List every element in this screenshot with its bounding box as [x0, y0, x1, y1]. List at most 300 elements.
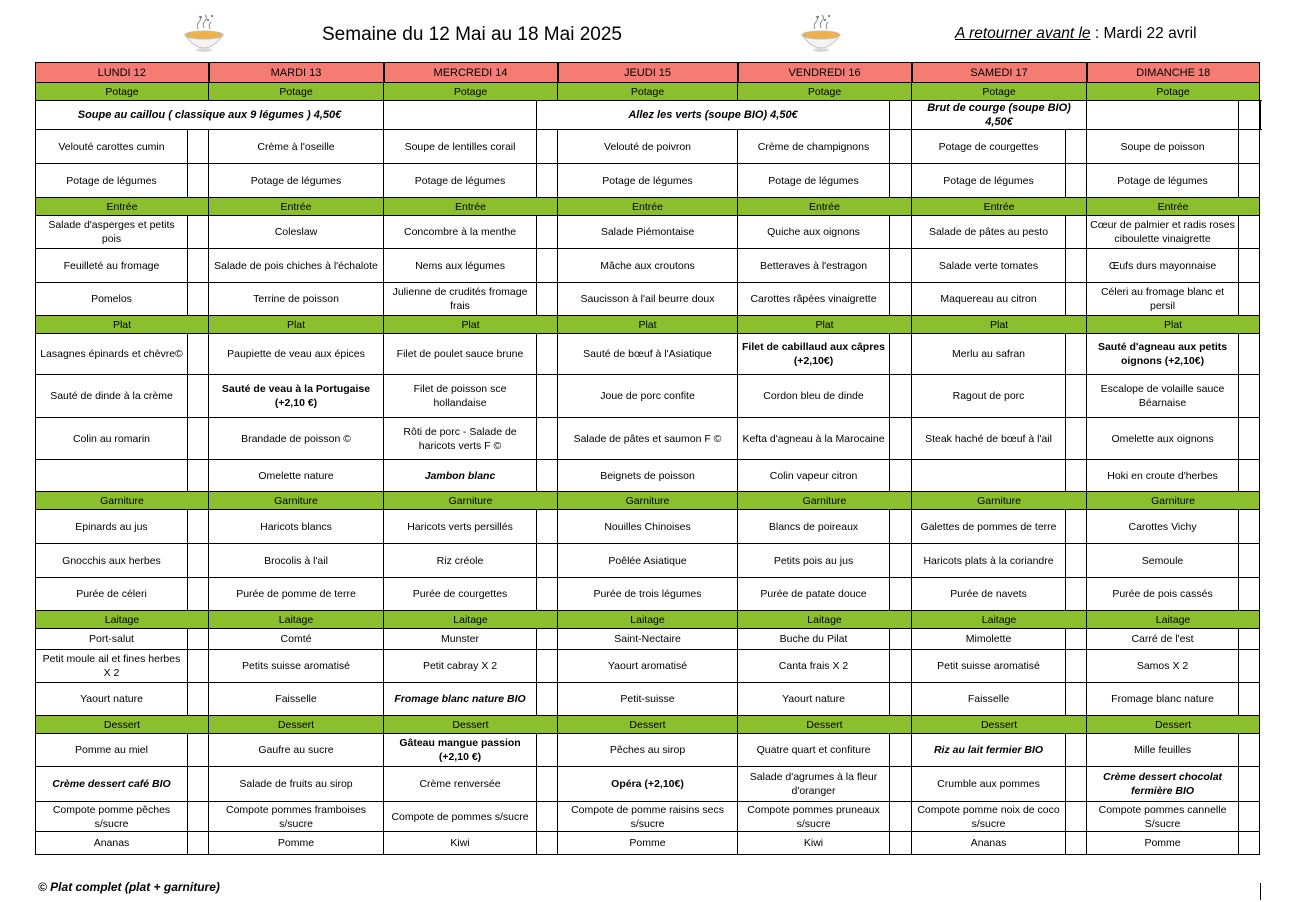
menu-item: [912, 460, 1066, 492]
menu-item: Saucisson à l'ail beurre doux: [558, 283, 738, 316]
menu-row: [36, 683, 1261, 716]
section-header: Entrée: [1087, 198, 1260, 216]
selection-box[interactable]: [537, 283, 558, 316]
selection-box[interactable]: [890, 650, 912, 683]
menu-item: Poêlée Asiatique: [558, 544, 738, 578]
selection-box[interactable]: [537, 629, 558, 650]
menu-item: Pomme: [558, 832, 738, 855]
menu-item: Mâche aux croutons: [558, 249, 738, 283]
menu-item: Velouté carottes cumin: [36, 130, 188, 164]
selection-box[interactable]: [1239, 283, 1260, 316]
menu-item: Cordon bleu de dinde: [738, 375, 890, 418]
selection-box[interactable]: [537, 802, 558, 832]
section-header: Garniture: [384, 492, 558, 510]
menu-item: Yaourt aromatisé: [558, 650, 738, 683]
day-header-row: [36, 63, 1261, 83]
menu-item: Samos X 2: [1087, 650, 1239, 683]
menu-item: Filet de poisson sce hollandaise: [384, 375, 537, 418]
menu-item: Galettes de pommes de terre: [912, 510, 1066, 544]
section-header: Entrée: [384, 198, 558, 216]
selection-box[interactable]: [537, 767, 558, 802]
selection-box[interactable]: [188, 683, 209, 716]
section-header: Plat: [912, 316, 1087, 334]
section-header: Laitage: [912, 611, 1087, 629]
section-header: Plat: [36, 316, 209, 334]
selection-box[interactable]: [890, 832, 912, 855]
menu-item: Purée de céleri: [36, 578, 188, 611]
menu-item: Quatre quart et confiture: [738, 734, 890, 767]
empty-cell: [1239, 101, 1260, 130]
section-header-row: [36, 611, 1261, 629]
selection-box[interactable]: [1066, 283, 1087, 316]
menu-row: [36, 334, 1261, 375]
section-header: Entrée: [558, 198, 738, 216]
selection-box[interactable]: [1066, 578, 1087, 611]
selection-box[interactable]: [1239, 216, 1260, 249]
section-header: Plat: [738, 316, 912, 334]
selection-box[interactable]: [1066, 510, 1087, 544]
menu-row: [36, 629, 1261, 650]
menu-item: Compote pommes cannelle S/sucre: [1087, 802, 1239, 832]
menu-item: Purée de patate douce: [738, 578, 890, 611]
selection-box[interactable]: [1066, 164, 1087, 198]
menu-item: Crème de champignons: [738, 130, 890, 164]
menu-item: Purée de pois cassés: [1087, 578, 1239, 611]
selection-box[interactable]: [1066, 650, 1087, 683]
selection-box[interactable]: [1239, 734, 1260, 767]
menu-row: [36, 283, 1261, 316]
menu-item: Ananas: [36, 832, 188, 855]
selection-box[interactable]: [890, 164, 912, 198]
footnote: © Plat complet (plat + garniture): [38, 880, 220, 894]
menu-item: Quiche aux oignons: [738, 216, 890, 249]
selection-box[interactable]: [1239, 375, 1260, 418]
menu-item: Salade de fruits au sirop: [209, 767, 384, 802]
selection-box[interactable]: [1066, 375, 1087, 418]
selection-box[interactable]: [890, 578, 912, 611]
section-header: Entrée: [912, 198, 1087, 216]
menu-row: [36, 130, 1261, 164]
menu-item: Munster: [384, 629, 537, 650]
menu-item: Kiwi: [384, 832, 537, 855]
menu-row: [36, 832, 1261, 855]
menu-item: [36, 460, 188, 492]
menu-item: Crème dessert chocolat fermière BIO: [1087, 767, 1239, 802]
section-header: Laitage: [558, 611, 738, 629]
selection-box[interactable]: [1066, 130, 1087, 164]
section-header: Laitage: [209, 611, 384, 629]
return-deadline: [955, 25, 1197, 43]
selection-box[interactable]: [1066, 734, 1087, 767]
selection-box[interactable]: [537, 832, 558, 855]
menu-item: Yaourt nature: [36, 683, 188, 716]
section-header: Potage: [1087, 83, 1260, 101]
menu-item: Pomme: [209, 832, 384, 855]
selection-box[interactable]: [537, 460, 558, 492]
menu-item: Semoule: [1087, 544, 1239, 578]
menu-item: Pêches au sirop: [558, 734, 738, 767]
day-header: MERCREDI 14: [384, 63, 558, 83]
selection-box[interactable]: [1239, 249, 1260, 283]
menu-item: Salade d'agrumes à la fleur d'oranger: [738, 767, 890, 802]
menu-item: Gâteau mangue passion (+2,10 €): [384, 734, 537, 767]
menu-item: Brandade de poisson ©: [209, 418, 384, 460]
menu-item: Purée de navets: [912, 578, 1066, 611]
menu-item: Steak haché de bœuf à l'ail: [912, 418, 1066, 460]
menu-item: Comté: [209, 629, 384, 650]
section-header: Dessert: [384, 716, 558, 734]
section-header: Garniture: [738, 492, 912, 510]
menu-item: Salade Piémontaise: [558, 216, 738, 249]
section-header: Garniture: [1087, 492, 1260, 510]
selection-box[interactable]: [1239, 629, 1260, 650]
menu-item: Joue de porc confite: [558, 375, 738, 418]
selection-box[interactable]: [537, 249, 558, 283]
menu-item: Faisselle: [209, 683, 384, 716]
menu-item: Haricots plats à la coriandre: [912, 544, 1066, 578]
menu-item: Céleri au fromage blanc et persil: [1087, 283, 1239, 316]
selection-box[interactable]: [1066, 544, 1087, 578]
selection-box[interactable]: [890, 629, 912, 650]
selection-box[interactable]: [537, 216, 558, 249]
menu-row: [36, 767, 1261, 802]
menu-item: Lasagnes épinards et chèvre©: [36, 334, 188, 375]
menu-row: [36, 216, 1261, 249]
selection-box[interactable]: [537, 130, 558, 164]
selection-box[interactable]: [537, 164, 558, 198]
selection-box[interactable]: [890, 510, 912, 544]
selection-box[interactable]: [890, 334, 912, 375]
menu-item: Compote de pommes s/sucre: [384, 802, 537, 832]
menu-item: Carottes Vichy: [1087, 510, 1239, 544]
menu-item: Filet de poulet sauce brune: [384, 334, 537, 375]
menu-item: Riz au lait fermier BIO: [912, 734, 1066, 767]
selection-box[interactable]: [188, 375, 209, 418]
section-header: Garniture: [209, 492, 384, 510]
selection-box[interactable]: [1066, 216, 1087, 249]
section-header: Dessert: [558, 716, 738, 734]
empty-cell: [384, 101, 537, 130]
menu-item: Compote pomme pêches s/sucre: [36, 802, 188, 832]
menu-item: Haricots verts persillés: [384, 510, 537, 544]
menu-item: Potage de légumes: [384, 164, 537, 198]
day-header: DIMANCHE 18: [1087, 63, 1260, 83]
selection-box[interactable]: [1239, 130, 1260, 164]
menu-row: [36, 164, 1261, 198]
selection-box[interactable]: [890, 544, 912, 578]
selection-box[interactable]: [188, 164, 209, 198]
menu-row: [36, 734, 1261, 767]
menu-row: [36, 249, 1261, 283]
selection-box[interactable]: [890, 216, 912, 249]
menu-item: Salade verte tomates: [912, 249, 1066, 283]
menu-item: Pomme au miel: [36, 734, 188, 767]
selection-box[interactable]: [188, 650, 209, 683]
menu-item: Potage de légumes: [738, 164, 890, 198]
selection-box[interactable]: [1066, 629, 1087, 650]
section-header: Laitage: [384, 611, 558, 629]
section-header: Entrée: [738, 198, 912, 216]
menu-item: Crème dessert café BIO: [36, 767, 188, 802]
menu-item: Compote de pomme raisins secs s/sucre: [558, 802, 738, 832]
selection-box[interactable]: [1239, 802, 1260, 832]
menu-item: Faisselle: [912, 683, 1066, 716]
section-header-row: [36, 83, 1261, 101]
return-deadline-separator: :: [1090, 25, 1104, 42]
menu-item: Colin au romarin: [36, 418, 188, 460]
selection-box[interactable]: [1239, 510, 1260, 544]
menu-item: Mimolette: [912, 629, 1066, 650]
selection-box[interactable]: [1239, 164, 1260, 198]
menu-item: Paupiette de veau aux épices: [209, 334, 384, 375]
section-header: Dessert: [738, 716, 912, 734]
menu-item: Compote pommes pruneaux s/sucre: [738, 802, 890, 832]
bio-soup-offer: Brut de courge (soupe BIO) 4,50€: [912, 101, 1087, 130]
menu-item: Purée de pomme de terre: [209, 578, 384, 611]
section-header: Laitage: [738, 611, 912, 629]
soup-bowl-icon: [182, 11, 226, 55]
menu-item: Betteraves à l'estragon: [738, 249, 890, 283]
menu-item: Carottes râpées vinaigrette: [738, 283, 890, 316]
selection-box[interactable]: [890, 460, 912, 492]
menu-item: Potage de légumes: [36, 164, 188, 198]
selection-box[interactable]: [537, 510, 558, 544]
section-header: Potage: [738, 83, 912, 101]
menu-item: Pomme: [1087, 832, 1239, 855]
menu-item: Gnocchis aux herbes: [36, 544, 188, 578]
selection-box[interactable]: [1239, 334, 1260, 375]
selection-box[interactable]: [890, 375, 912, 418]
selection-box[interactable]: [890, 249, 912, 283]
menu-item: Fromage blanc nature BIO: [384, 683, 537, 716]
selection-box[interactable]: [188, 544, 209, 578]
menu-row: [36, 460, 1261, 492]
menu-item: Salade de pâtes au pesto: [912, 216, 1066, 249]
menu-item: Opéra (+2,10€): [558, 767, 738, 802]
selection-box[interactable]: [1239, 683, 1260, 716]
selection-box[interactable]: [890, 767, 912, 802]
menu-item: Potage de légumes: [1087, 164, 1239, 198]
selection-box[interactable]: [1239, 544, 1260, 578]
selection-box[interactable]: [890, 802, 912, 832]
selection-box[interactable]: [537, 334, 558, 375]
menu-item: Julienne de crudités fromage frais: [384, 283, 537, 316]
menu-item: Petit-suisse: [558, 683, 738, 716]
menu-item: Sauté d'agneau aux petits oignons (+2,10€): [1087, 334, 1239, 375]
section-header: Potage: [912, 83, 1087, 101]
menu-row: [36, 578, 1261, 611]
menu-item: Sauté de veau à la Portugaise (+2,10 €): [209, 375, 384, 418]
menu-item: Epinards au jus: [36, 510, 188, 544]
menu-item: Kiwi: [738, 832, 890, 855]
menu-item: Petits pois au jus: [738, 544, 890, 578]
selection-box[interactable]: [188, 767, 209, 802]
menu-item: Feuilleté au fromage: [36, 249, 188, 283]
menu-item: Fromage blanc nature: [1087, 683, 1239, 716]
menu-item: Cœur de palmier et radis roses ciboulette vinaigrette: [1087, 216, 1239, 249]
selection-box[interactable]: [1066, 334, 1087, 375]
selection-box[interactable]: [1066, 249, 1087, 283]
menu-item: Potage de légumes: [209, 164, 384, 198]
weekly-menu-table: [35, 62, 1261, 855]
page-header: [0, 0, 1309, 62]
selection-box[interactable]: [1239, 832, 1260, 855]
return-deadline-label: A retourner avant le: [955, 25, 1091, 42]
menu-item: Merlu au safran: [912, 334, 1066, 375]
menu-item: Brocolis à l'ail: [209, 544, 384, 578]
selection-box[interactable]: [1066, 767, 1087, 802]
selection-box[interactable]: [1066, 832, 1087, 855]
menu-item: Salade d'asperges et petits pois: [36, 216, 188, 249]
section-header: Plat: [384, 316, 558, 334]
selection-box[interactable]: [537, 683, 558, 716]
menu-item: Compote pomme noix de coco s/sucre: [912, 802, 1066, 832]
menu-item: Sauté de dinde à la crème: [36, 375, 188, 418]
menu-item: Filet de cabillaud aux câpres (+2,10€): [738, 334, 890, 375]
menu-item: Soupe de poisson: [1087, 130, 1239, 164]
selection-box[interactable]: [188, 216, 209, 249]
selection-box[interactable]: [1239, 650, 1260, 683]
menu-item: Coleslaw: [209, 216, 384, 249]
selection-box[interactable]: [1066, 418, 1087, 460]
page-title: Semaine du 12 Mai au 18 Mai 2025: [322, 24, 622, 45]
day-header: SAMEDI 17: [912, 63, 1087, 83]
selection-box[interactable]: [1066, 460, 1087, 492]
section-header: Dessert: [912, 716, 1087, 734]
menu-item: Carré de l'est: [1087, 629, 1239, 650]
menu-item: Pomelos: [36, 283, 188, 316]
menu-item: Gaufre au sucre: [209, 734, 384, 767]
menu-item: Crème à l'oseille: [209, 130, 384, 164]
selection-box[interactable]: [188, 334, 209, 375]
selection-box[interactable]: [188, 578, 209, 611]
selection-box[interactable]: [188, 418, 209, 460]
selection-box[interactable]: [1239, 460, 1260, 492]
menu-row: [36, 510, 1261, 544]
menu-item: Compote pommes framboises s/sucre: [209, 802, 384, 832]
menu-item: Potage de légumes: [558, 164, 738, 198]
menu-item: Hoki en croute d'herbes: [1087, 460, 1239, 492]
section-header: Plat: [558, 316, 738, 334]
selection-box[interactable]: [537, 734, 558, 767]
selection-box[interactable]: [537, 650, 558, 683]
menu-item: Canta frais X 2: [738, 650, 890, 683]
menu-item: Nouilles Chinoises: [558, 510, 738, 544]
selection-box[interactable]: [188, 130, 209, 164]
selection-box[interactable]: [1066, 802, 1087, 832]
selection-box[interactable]: [188, 283, 209, 316]
selection-box[interactable]: [890, 683, 912, 716]
section-header: Garniture: [558, 492, 738, 510]
section-header: Laitage: [1087, 611, 1260, 629]
menu-item: Kefta d'agneau à la Marocaine: [738, 418, 890, 460]
selection-box[interactable]: [890, 283, 912, 316]
menu-item: Sauté de bœuf à l'Asiatique: [558, 334, 738, 375]
selection-box[interactable]: [1239, 578, 1260, 611]
selection-box[interactable]: [188, 734, 209, 767]
menu-item: Omelette aux oignons: [1087, 418, 1239, 460]
bio-soup-offer: Soupe au caillou ( classique aux 9 légumes ) 4,50€: [36, 101, 384, 130]
section-header: Dessert: [1087, 716, 1260, 734]
menu-item: Crème renversée: [384, 767, 537, 802]
menu-item: Saint-Nectaire: [558, 629, 738, 650]
selection-box[interactable]: [188, 249, 209, 283]
selection-box[interactable]: [188, 629, 209, 650]
section-header: Laitage: [36, 611, 209, 629]
section-header-row: [36, 316, 1261, 334]
section-header: Potage: [384, 83, 558, 101]
soup-bowl-icon: [799, 11, 843, 55]
section-header: Dessert: [209, 716, 384, 734]
section-header: Entrée: [36, 198, 209, 216]
menu-row: [36, 650, 1261, 683]
day-header: LUNDI 12: [36, 63, 209, 83]
selection-box[interactable]: [537, 418, 558, 460]
empty-cell: [890, 101, 912, 130]
menu-item: Petits suisse aromatisé: [209, 650, 384, 683]
menu-item: Soupe de lentilles corail: [384, 130, 537, 164]
selection-box[interactable]: [890, 418, 912, 460]
section-header: Dessert: [36, 716, 209, 734]
selection-box[interactable]: [188, 832, 209, 855]
day-header: JEUDI 15: [558, 63, 738, 83]
menu-item: Petit moule ail et fines herbes X 2: [36, 650, 188, 683]
menu-row: [36, 418, 1261, 460]
selection-box[interactable]: [537, 375, 558, 418]
menu-row: [36, 375, 1261, 418]
section-header: Potage: [209, 83, 384, 101]
section-header: Garniture: [912, 492, 1087, 510]
menu-item: Buche du Pilat: [738, 629, 890, 650]
menu-item: Jambon blanc: [384, 460, 537, 492]
selection-box[interactable]: [1239, 418, 1260, 460]
section-header: Plat: [1087, 316, 1260, 334]
menu-item: Petit cabray X 2: [384, 650, 537, 683]
menu-item: Beignets de poisson: [558, 460, 738, 492]
menu-item: Maquereau au citron: [912, 283, 1066, 316]
selection-box[interactable]: [188, 510, 209, 544]
section-header: Potage: [558, 83, 738, 101]
menu-item: Colin vapeur citron: [738, 460, 890, 492]
selection-box[interactable]: [1066, 683, 1087, 716]
menu-item: Potage de courgettes: [912, 130, 1066, 164]
selection-box[interactable]: [537, 544, 558, 578]
menu-item: Haricots blancs: [209, 510, 384, 544]
selection-box[interactable]: [890, 130, 912, 164]
menu-item: Concombre à la menthe: [384, 216, 537, 249]
section-header: Plat: [209, 316, 384, 334]
menu-item: Purée de courgettes: [384, 578, 537, 611]
menu-item: Potage de légumes: [912, 164, 1066, 198]
menu-item: Terrine de poisson: [209, 283, 384, 316]
bio-soup-row: [36, 101, 1261, 130]
return-deadline-date: Mardi 22 avril: [1103, 25, 1197, 42]
selection-box[interactable]: [537, 578, 558, 611]
bio-soup-offer: Allez les verts (soupe BIO) 4,50€: [537, 101, 890, 130]
section-header: Potage: [36, 83, 209, 101]
selection-box[interactable]: [188, 460, 209, 492]
selection-box[interactable]: [1239, 767, 1260, 802]
menu-item: Crumble aux pommes: [912, 767, 1066, 802]
selection-box[interactable]: [188, 802, 209, 832]
selection-box[interactable]: [890, 734, 912, 767]
menu-item: Yaourt nature: [738, 683, 890, 716]
menu-item: Œufs durs mayonnaise: [1087, 249, 1239, 283]
menu-item: Escalope de volaille sauce Béarnaise: [1087, 375, 1239, 418]
section-header-row: [36, 716, 1261, 734]
menu-item: Port-salut: [36, 629, 188, 650]
day-header: MARDI 13: [209, 63, 384, 83]
